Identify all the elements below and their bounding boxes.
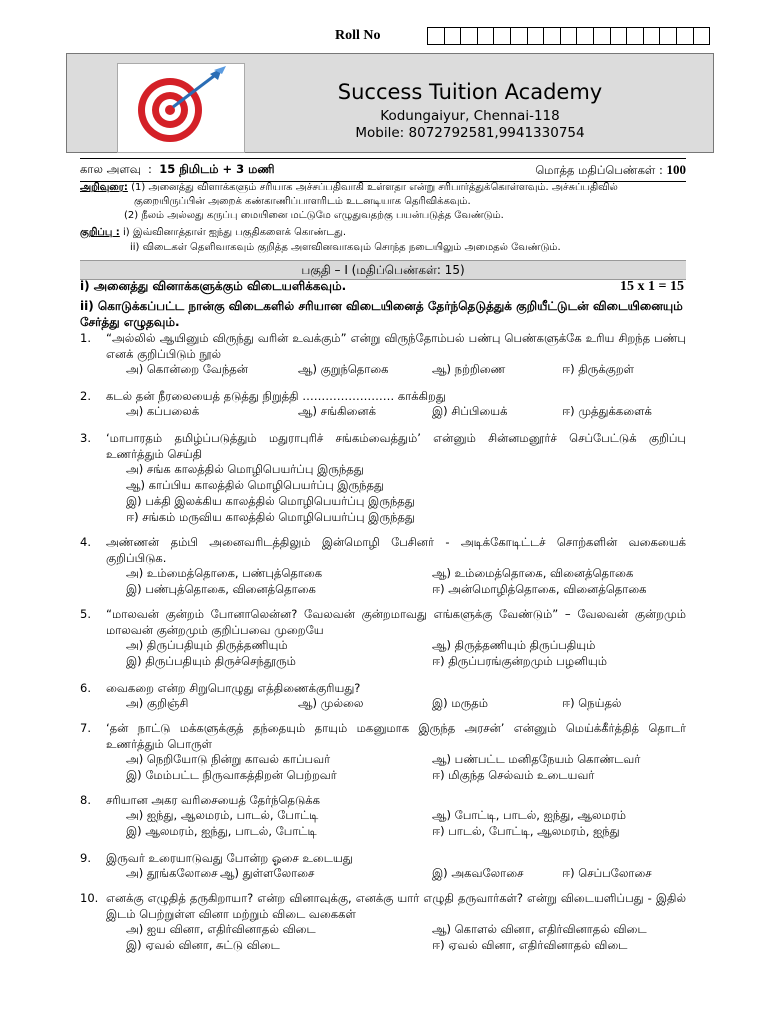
academy-mobile: Mobile: 8072792581,9941330754 (355, 125, 585, 141)
question-1-option-2: ஆ) குறுந்தொகை (298, 362, 389, 376)
question-number: 3. (80, 431, 91, 445)
question-4-option-4: ஈ) அன்மொழித்தொகை, வினைத்தொகை (432, 582, 647, 596)
direction-2: ii) கொடுக்கப்பட்ட நான்கு விடைகளில் சரியான விடையினைத் தேர்ந்தெடுத்துக் குறியீட்டுடன் விடையினையும் சேர்த்து எழுதவும். (80, 299, 683, 329)
question-1-option-1: அ) கொன்றை வேந்தன் (126, 362, 248, 376)
roll-no-label: Roll No (335, 28, 381, 43)
question-3-option-1: அ) சங்க காலத்தில் மொழிபெயர்ப்பு இருந்தது (126, 462, 364, 476)
question-2-option-1: அ) கப்பலைக் (126, 404, 200, 418)
academy-address: Kodungaiyur, Chennai-118 (380, 108, 560, 124)
question-8-option-3: இ) ஆலமரம், ஐந்து, பாடல், போட்டி (126, 824, 317, 838)
question-number: 8. (80, 793, 91, 807)
academy-header (66, 53, 714, 153)
question-5-option-4: ஈ) திருப்பரங்குன்றமும் பழனியும் (432, 654, 607, 668)
question-7-option-4: ஈ) மிகுந்த செல்வம் உடையவர் (432, 768, 595, 782)
question-9-option-3: இ) அகவலோசை (432, 866, 524, 880)
question-5 (80, 606, 686, 638)
roll-no-boxes[interactable] (427, 27, 710, 45)
question-9-option-1: அ) தூங்கலோசை (126, 866, 218, 880)
question-8 (80, 792, 686, 808)
direction-1: i) அனைத்து வினாக்களுக்கும் விடையளிக்கவும். (80, 279, 347, 293)
question-8-option-2: ஆ) போட்டி, பாடல், ஐந்து, ஆலமரம் (432, 808, 627, 822)
question-text: இருவர் உரையாடுவது போன்ற ஓசை உடையது (106, 851, 353, 865)
question-1 (80, 330, 686, 362)
academy-title: Success Tuition Academy (337, 80, 603, 104)
question-text: ‘தன் நாட்டு மக்களுக்குத் தந்தையும் தாயும் மகனுமாக இருந்த அரசன்’ என்னும் மெய்க்கீர்த்தித் தொடர் உணர்த்தும் பொருள் (106, 721, 686, 751)
question-8-option-4: ஈ) பாடல், போட்டி, ஆலமரம், ஐந்து (432, 824, 620, 838)
question-5-option-2: ஆ) திருத்தணியும் திருப்பதியும் (432, 638, 596, 652)
question-7-option-1: அ) நெறியோடு நின்று காவல் காப்பவர் (126, 752, 331, 766)
dartboard-logo-icon (117, 63, 245, 153)
question-number: 1. (80, 331, 91, 345)
question-4-option-2: ஆ) உம்மைத்தொகை, வினைத்தொகை (432, 566, 634, 580)
question-10-option-4: ஈ) ஏவல் வினா, எதிர்வினாதல் விடை (432, 938, 628, 952)
question-4-option-3: இ) பண்புத்தொகை, வினைத்தொகை (126, 582, 316, 596)
total-marks: மொத்த மதிப்பெண்கள் : 100 (535, 161, 686, 177)
question-number: 10. (80, 891, 99, 905)
question-2-option-4: ஈ) முத்துக்களைக் (562, 404, 652, 418)
exam-meta-row (80, 158, 686, 182)
time-allowed: கால அளவு : 15 நிமிடம் + 3 மணி (80, 162, 275, 176)
question-9-option-4: ஈ) செப்பலோசை (562, 866, 652, 880)
question-number: 4. (80, 535, 91, 549)
question-1-option-4: ஈ) திருக்குறள் (562, 362, 635, 376)
question-1-option-3: ஆ) நற்றிணை (432, 362, 506, 376)
question-4 (80, 534, 686, 566)
question-text: “மாலவன் குன்றம் போனாலென்ன? வேலவன் குன்றமாவது எங்களுக்கு வேண்டும்” – வேலவன் குன்றமும் மாலவன் குன்றமும் குறிப்பவை முறையே (106, 607, 686, 637)
question-6-option-3: இ) மருதம் (432, 696, 488, 710)
question-10 (80, 890, 686, 922)
question-10-option-1: அ) ஐய வினா, எதிர்வினாதல் விடை (126, 922, 316, 936)
question-8-option-1: அ) ஐந்து, ஆலமரம், பாடல், போட்டி (126, 808, 319, 822)
question-text: சரியான அகர வரிசையைத் தேர்ந்தெடுக்க (106, 793, 320, 807)
question-10-option-3: இ) ஏவல் வினா, சுட்டு விடை (126, 938, 280, 952)
question-4-option-1: அ) உம்மைத்தொகை, பண்புத்தொகை (126, 566, 323, 580)
question-7-option-2: ஆ) பண்பட்ட மனிதநேயம் கொண்டவர் (432, 752, 641, 766)
question-number: 9. (80, 851, 91, 865)
question-text: “அல்லில் ஆயினும் விருந்து வரின் உவக்கும்” என்று விருந்தோம்பல் பண்பு பெண்களுக்கே உரிய சிறந்த பண்பு எனக் குறிப்பிடும் நூல் (106, 331, 686, 361)
question-6-option-1: அ) குறிஞ்சி (126, 696, 189, 710)
part-title-bar: பகுதி – I (மதிப்பெண்கள்: 15) (80, 260, 686, 280)
question-3-option-2: ஆ) காப்பிய காலத்தில் மொழிபெயர்ப்பு இருந்தது (126, 478, 385, 492)
question-3-option-3: இ) பக்தி இலக்கிய காலத்தில் மொழிபெயர்ப்பு இருந்தது (126, 494, 415, 508)
question-6-option-2: ஆ) முல்லை (298, 696, 364, 710)
question-text: எனக்கு எழுதித் தருகிறாயா? என்ற வினாவுக்கு, எனக்கு யார் எழுதி தருவார்கள்? என்று விடையளிப்பது - இதில் இடம் பெற்றுள்ள வினா மற்றும் விடை வகைகள் (106, 891, 686, 921)
question-number: 6. (80, 681, 91, 695)
question-2-option-2: ஆ) சங்கினைக் (298, 404, 376, 418)
question-text: அண்ணன் தம்பி அனைவரிடத்திலும் இன்மொழி பேசினர் - அடிக்கோடிட்டச் சொற்களின் வகையைக் குறிப்பிடுக. (106, 535, 686, 565)
question-2 (80, 388, 686, 404)
notes: குறிப்பு : i) இவ்வினாத்தாள் ஐந்து பகுதிகளைக் கொண்டது. ii) விடைகள் தெளிவாகவும் குறித்த அளவினவாகவும் சொந்த நடையிலும் அமைதல் வேண்டும். (80, 227, 561, 253)
question-number: 7. (80, 721, 91, 735)
question-7-option-3: இ) மேம்பட்ட நிருவாகத்திறன் பெற்றவர் (126, 768, 337, 782)
question-3 (80, 430, 686, 462)
question-number: 2. (80, 389, 91, 403)
question-9-option-2: ஆ) துள்ளலோசை (220, 866, 315, 880)
time-value: 15 நிமிடம் + 3 மணி (159, 162, 275, 176)
question-2-option-3: இ) சிப்பியைக் (432, 404, 508, 418)
question-6 (80, 680, 686, 696)
question-5-option-1: அ) திருப்பதியும் திருத்தணியும் (126, 638, 288, 652)
question-text: கடல் தன் நீரலையைத் தடுத்து நிறுத்தி …………………… காக்கிறது (106, 389, 446, 403)
question-text: ‘மாபாரதம் தமிழ்ப்படுத்தும் மதுராபுரிச் சங்கம்வைத்தும்’ என்னும் சின்னமனூர்ச் செப்பேட்டுக் குறிப்பு உணர்த்தும் செய்தி (106, 431, 686, 461)
total-marks-value: 100 (666, 161, 686, 177)
roll-number-block (335, 26, 710, 46)
question-6-option-4: ஈ) நெய்தல் (562, 696, 622, 710)
question-3-option-4: ஈ) சங்கம் மருவிய காலத்தில் மொழிபெயர்ப்பு இருந்தது (126, 510, 415, 524)
marks-calculation: 15 x 1 = 15 (620, 279, 684, 294)
question-number: 5. (80, 607, 91, 621)
question-7 (80, 720, 686, 752)
question-10-option-2: ஆ) கொளல் வினா, எதிர்வினாதல் விடை (432, 922, 647, 936)
question-text: வைகறை என்ற சிறுபொழுது எத்திணைக்குரியது? (106, 681, 361, 695)
instructions: அறிவுரை: (1) அனைத்து விளாக்களும் சரியாக அச்சப்பதிவாகி உள்ளதா என்று சரிபார்த்துக்கொள்ளவும். அச்சுப்பதிவில் குறையிருப்பின் அறைக் கண்காணிப்பாளரிடம் உடனடியாக தெரிவிக்கவும். (2) நீலம் அல்லது கருப்பு மையினை மட்டுமே எழுதுவதற்கு பயன்படுத்த வேண்டும். (80, 182, 618, 221)
question-9 (80, 850, 686, 866)
question-5-option-3: இ) திருப்பதியும் திருச்செந்தூரும் (126, 654, 296, 668)
